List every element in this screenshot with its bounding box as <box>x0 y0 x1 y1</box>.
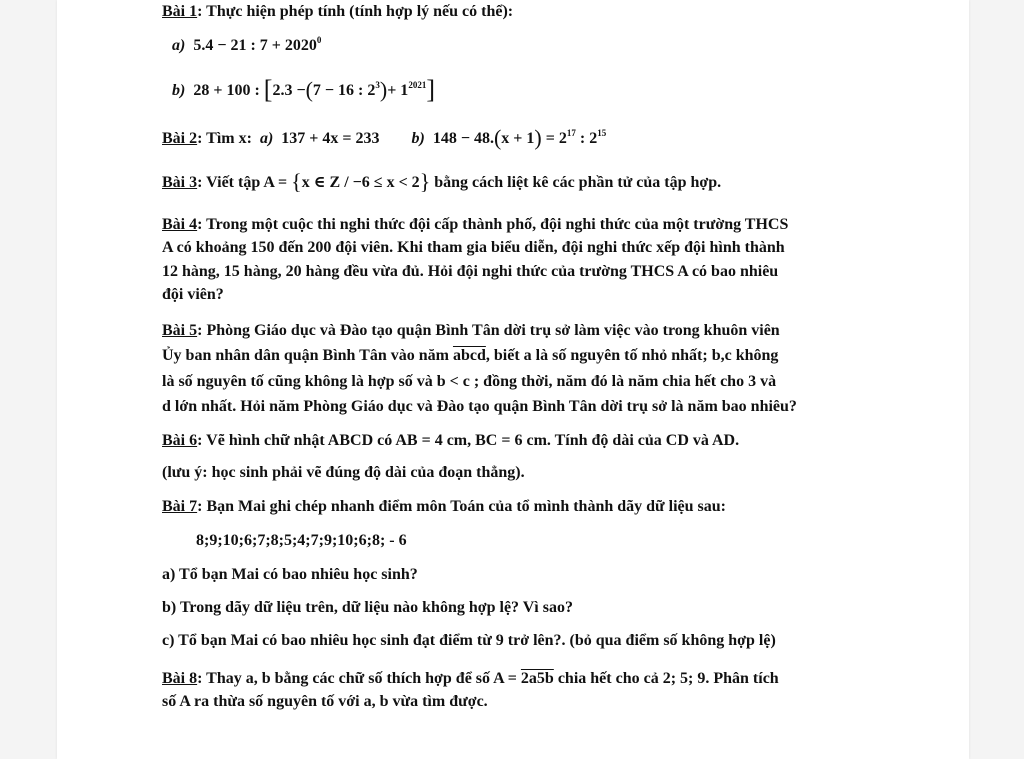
bai4-line4: đội viên? <box>162 286 224 303</box>
bai1-b: b) 28 + 100 : [2.3 −(7 − 16 : $2^3)+ 1^{2021}$] <box>172 75 435 104</box>
bai7-data: 8;9;10;6;7;8;5;4;7;9;10;6;8; - 6 <box>196 532 407 549</box>
bai6-heading: Bài 6 <box>162 432 198 449</box>
bai8-line1: Bài 8: Thay a, b bằng các chữ số thích hợp để số A = 2a5b chia hết cho cả 2; 5; 9. Phân tích <box>162 670 779 687</box>
bai2: Bài 2: Tìm x: a) 137 + 4x = 233 b) $148 - 48.(x + 1) = 2^{17}$ : $2^{15}$ <box>162 125 607 150</box>
bai2-heading: Bài 2 <box>162 130 198 147</box>
bai1-heading: Bài 1 <box>162 3 198 20</box>
bai7-a: a) Tổ bạn Mai có bao nhiêu học sinh? <box>162 566 418 583</box>
bai7-heading: Bài 7 <box>162 498 198 515</box>
bai8-line2: số A ra thừa số nguyên tố với a, b vừa tìm được. <box>162 693 488 710</box>
bai8-heading: Bài 8 <box>162 670 198 687</box>
bai6-note: (lưu ý: học sinh phải vẽ đúng độ dài của đoạn thẳng). <box>162 464 525 481</box>
bai7-b: b) Trong dãy dữ liệu trên, dữ liệu nào không hợp lệ? Vì sao? <box>162 599 573 616</box>
bai4-line3: 12 hàng, 15 hàng, 20 hàng đều vừa đủ. Hỏi đội nghi thức của trường THCS A có bao nhiêu <box>162 263 779 280</box>
bai5-line2: Ủy ban nhân dân quận Bình Tân vào năm abcd, biết a là số nguyên tố nhỏ nhất; b,c không <box>162 347 779 364</box>
bai5-line4: d lớn nhất. Hỏi năm Phòng Giáo dục và Đào tạo quận Bình Tân dời trụ sở là năm bao nhiêu? <box>162 398 797 415</box>
bai3-heading: Bài 3 <box>162 174 198 191</box>
bai3: Bài 3: Viết tập A = {x ∈ Z / −6 ≤ x < 2} bằng cách liệt kê các phần tử của tập hợp. <box>162 169 722 194</box>
bai6-line1: Bài 6: Vẽ hình chữ nhật ABCD có AB = 4 cm, BC = 6 cm. Tính độ dài của CD và AD. <box>162 432 740 449</box>
bai7-c: c) Tổ bạn Mai có bao nhiêu học sinh đạt điểm từ 9 trở lên?. (bỏ qua điểm số không hợp lệ) <box>162 632 776 649</box>
bai4-heading: Bài 4 <box>162 216 198 233</box>
bai4-line2: A có khoảng 150 đến 200 đội viên. Khi tham gia biểu diễn, đội nghi thức xếp đội hình thành <box>162 239 785 256</box>
bai5-line1: Bài 5: Phòng Giáo dục và Đào tạo quận Bình Tân dời trụ sở làm việc vào trong khuôn viên <box>162 322 780 339</box>
bai1-title: Bài 1: Thực hiện phép tính (tính hợp lý nếu có thể): <box>162 3 514 20</box>
bai4-line1: Bài 4: Trong một cuộc thi nghi thức đội cấp thành phố, đội nghi thức của một trường THCS <box>162 216 789 233</box>
bai5-line3: là số nguyên tố cũng không là hợp số và b < c ; đồng thời, năm đó là năm chia hết cho 3 và <box>162 373 777 390</box>
bai5-heading: Bài 5 <box>162 322 198 339</box>
bai7-line1: Bài 7: Bạn Mai ghi chép nhanh điểm môn Toán của tổ mình thành dãy dữ liệu sau: <box>162 498 726 515</box>
bai1-a: a) 5.4 − 21 : $7 + 2020^0$ <box>172 35 322 54</box>
